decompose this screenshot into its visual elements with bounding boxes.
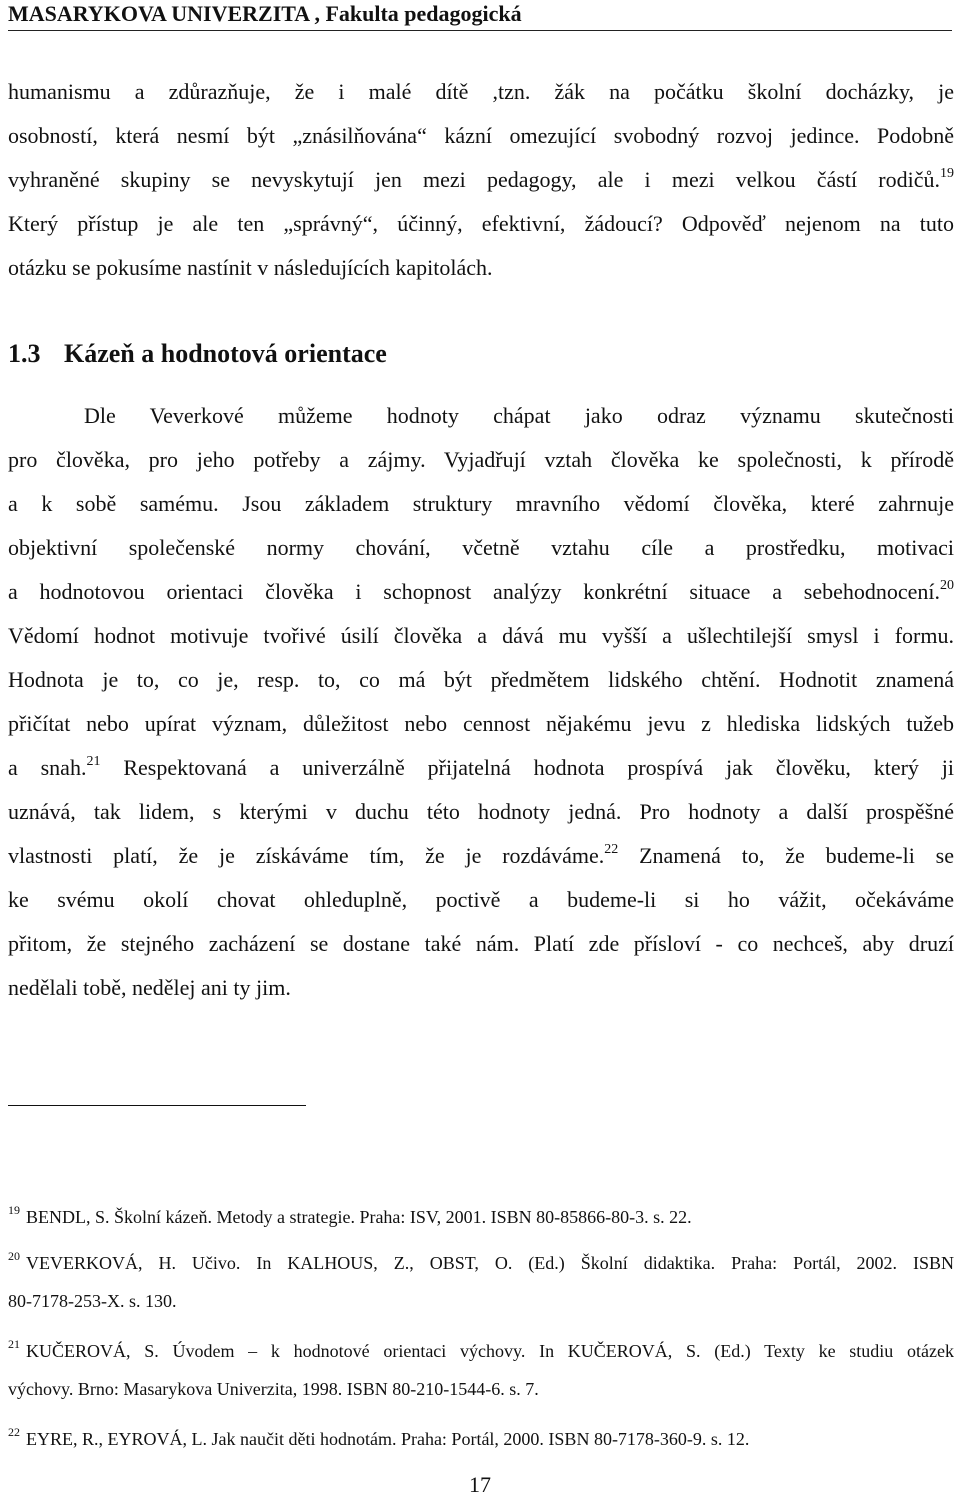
text-segment: vyhraněné skupiny se nevyskytují jen mezi pedagogy, ale i mezi velkou částí rodičů. — [8, 167, 940, 192]
footnote-ref[interactable]: 20 — [940, 578, 954, 593]
text-line — [8, 570, 954, 614]
footnote-text: EYRE, R., EYROVÁ, L. Jak naučit děti hodnotám. Praha: Portál, 2000. ISBN 80-7178-360-9. s. 12. — [26, 1429, 750, 1449]
footnote-separator — [8, 1105, 306, 1106]
section-title: Kázeň a hodnotová orientace — [64, 339, 387, 368]
footnote-ref[interactable]: 19 — [940, 166, 954, 181]
footnote-line: 80-7178-253-X. s. 130. — [8, 1291, 177, 1311]
text-segment: Znamená to, že budeme-li se — [618, 843, 954, 868]
text-line: humanismu a zdůrazňuje, že i malé dítě ,tzn. žák na počátku školní docházky, je — [8, 79, 954, 104]
text-line: a k sobě samému. Jsou základem struktury mravního vědomí člověka, které zahrnuje — [8, 491, 954, 516]
text-line — [8, 834, 954, 878]
section-number: 1.3 — [8, 339, 41, 368]
footnote-ref[interactable]: 22 — [604, 842, 619, 857]
text-segment: vlastnosti platí, že je získáváme tím, že je rozdáváme. — [8, 843, 605, 868]
footnote-line — [8, 1198, 954, 1236]
footnote — [8, 1420, 954, 1458]
footnote-number: 19 — [8, 1203, 20, 1217]
text-segment: Respektovaná a univerzálně přijatelná hodnota prospívá jak člověku, který ji — [100, 755, 954, 780]
footnote — [8, 1244, 954, 1320]
page-number: 17 — [469, 1472, 491, 1497]
footnote-text: KUČEROVÁ, S. Úvodem – k hodnotové orientaci výchovy. In KUČEROVÁ, S. (Ed.) Texty ke studiu otázek — [26, 1341, 954, 1361]
text-line: ke svému okolí chovat ohleduplně, poctivě a budeme-li si ho vážit, očekáváme — [8, 887, 954, 912]
footnote-number: 21 — [8, 1337, 20, 1351]
running-header: MASARYKOVA UNIVERZITA , Fakulta pedagogická — [8, 0, 952, 31]
text-segment: a hodnotovou orientaci člověka i schopnost analýzy konkrétní situace a sebehodnocení. — [8, 579, 940, 604]
footnote-text: VEVERKOVÁ, H. Učivo. In KALHOUS, Z., OBST, O. (Ed.) Školní didaktika. Praha: Portál, 2002. ISBN — [26, 1253, 954, 1273]
text-line: pro člověka, pro jeho potřeby a zájmy. Vyjadřují vztah člověka ke společnosti, k přírodě — [8, 447, 954, 472]
section-heading — [8, 336, 387, 372]
text-line: objektivní společenské normy chování, včetně vztahu cíle a prostředku, motivaci — [8, 535, 954, 560]
text-line — [8, 158, 954, 202]
text-line: Vědomí hodnot motivuje tvořivé úsilí člověka a dává mu vyšší a ušlechtilejší smysl i formu. — [8, 623, 954, 648]
text-line: nedělali tobě, nedělej ani ty jim. — [8, 975, 291, 1000]
text-line: uznává, tak lidem, s kterými v duchu této hodnoty jedná. Pro hodnoty a další prospěšné — [8, 799, 954, 824]
text-line: přičítat nebo upírat význam, důležitost nebo cennost nějakému jevu z hlediska lidských tužeb — [8, 711, 954, 736]
text-line: osobností, která nesmí být „znásilňována“ kázní omezující svobodný rozvoj jedince. Podobně — [8, 123, 954, 148]
footnote-line — [8, 1332, 954, 1370]
body-paragraph — [8, 394, 954, 1010]
text-line: Hodnota je to, co je, resp. to, co má být předmětem lidského chtění. Hodnotit znamená — [8, 667, 954, 692]
text-line: Který přístup je ale ten „správný“, účinný, efektivní, žádoucí? Odpověď nejenom na tuto — [8, 211, 954, 236]
footnote-ref[interactable]: 21 — [86, 754, 101, 769]
text-line: otázku se pokusíme nastínit v následujících kapitolách. — [8, 255, 493, 280]
footnote — [8, 1198, 954, 1236]
text-line: přitom, že stejného zacházení se dostane také nám. Platí zde přísloví - co nechceš, aby druzí — [8, 931, 954, 956]
intro-paragraph — [8, 70, 954, 290]
footnote-line — [8, 1420, 954, 1458]
footnote-line: výchovy. Brno: Masarykova Univerzita, 1998. ISBN 80-210-1544-6. s. 7. — [8, 1379, 539, 1399]
text-segment: a snah. — [8, 755, 87, 780]
text-line — [8, 746, 954, 790]
footnote — [8, 1332, 954, 1408]
footnote-number: 20 — [8, 1249, 20, 1263]
footnote-line — [8, 1244, 954, 1282]
footnote-text: BENDL, S. Školní kázeň. Metody a strategie. Praha: ISV, 2001. ISBN 80-85866-80-3. s. 22. — [26, 1207, 692, 1227]
text-line: Dle Veverkové můžeme hodnoty chápat jako odraz významu skutečnosti — [84, 403, 954, 428]
footnote-number: 22 — [8, 1425, 20, 1439]
